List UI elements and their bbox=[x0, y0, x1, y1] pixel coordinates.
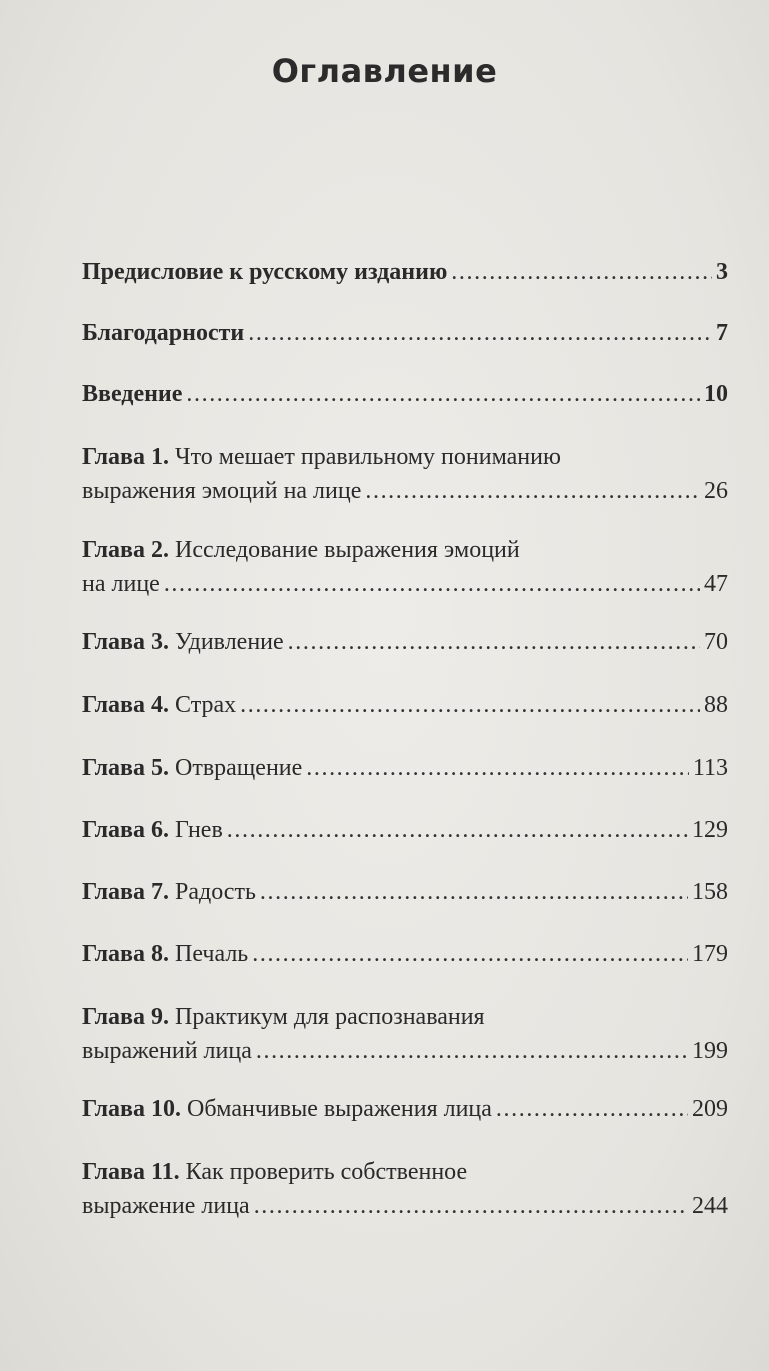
chapter-title: Обманчивые выражения лица bbox=[187, 1096, 492, 1122]
chapter-title-line1: Что мешает правильному пониманию bbox=[175, 444, 561, 470]
toc-entry-chapter-6[interactable] bbox=[82, 813, 728, 847]
toc-entry-chapter-7[interactable] bbox=[82, 875, 728, 909]
toc-page-number: 244 bbox=[692, 1193, 728, 1219]
chapter-number: Глава 11. bbox=[82, 1159, 180, 1185]
chapter-title-line2: выражений лица bbox=[82, 1038, 252, 1064]
toc-entry-chapter-9[interactable] bbox=[82, 1000, 728, 1068]
leader-dots bbox=[186, 377, 700, 411]
toc-page-number: 70 bbox=[704, 629, 728, 655]
toc-entry-chapter-4[interactable] bbox=[82, 688, 728, 722]
chapter-number: Глава 6. bbox=[82, 817, 169, 843]
chapter-title: Удивление bbox=[175, 629, 284, 655]
leader-dots bbox=[227, 813, 688, 847]
chapter-title: Печаль bbox=[175, 941, 249, 967]
toc-entry-chapter-10[interactable] bbox=[82, 1092, 728, 1126]
chapter-number: Глава 3. bbox=[82, 629, 169, 655]
toc-entry-introduction[interactable] bbox=[82, 377, 728, 411]
chapter-title-line2: выражения эмоций на лице bbox=[82, 478, 362, 504]
chapter-title: Отвращение bbox=[175, 755, 303, 781]
toc-page-number: 179 bbox=[692, 941, 728, 967]
chapter-title-line1: Исследование выражения эмоций bbox=[175, 537, 520, 563]
toc-entry-label: Предисловие к русскому изданию bbox=[82, 259, 448, 285]
chapter-title-line2: на лице bbox=[82, 571, 160, 597]
toc-entry-chapter-2[interactable] bbox=[82, 533, 728, 601]
leader-dots bbox=[254, 1189, 688, 1223]
chapter-number: Глава 2. bbox=[82, 537, 169, 563]
toc-entry-chapter-8[interactable] bbox=[82, 937, 728, 971]
chapter-title: Радость bbox=[175, 879, 256, 905]
leader-dots bbox=[451, 255, 712, 289]
leader-dots bbox=[365, 474, 700, 508]
toc-entry-chapter-11[interactable] bbox=[82, 1155, 728, 1223]
chapter-title: Гнев bbox=[175, 817, 223, 843]
toc-entry-chapter-1[interactable] bbox=[82, 440, 728, 508]
chapter-number: Глава 9. bbox=[82, 1004, 169, 1030]
toc-entry-preface[interactable] bbox=[82, 255, 728, 289]
leader-dots bbox=[306, 751, 689, 785]
toc-page-number: 113 bbox=[692, 755, 728, 781]
toc-page-number: 10 bbox=[704, 381, 728, 407]
leader-dots bbox=[288, 625, 700, 659]
chapter-title-line1: Как проверить собственное bbox=[185, 1159, 468, 1185]
chapter-number: Глава 5. bbox=[82, 755, 169, 781]
chapter-number: Глава 10. bbox=[82, 1096, 181, 1122]
toc-page-number: 26 bbox=[704, 478, 728, 504]
leader-dots bbox=[496, 1092, 688, 1126]
toc-entry-label: Благодарности bbox=[82, 320, 245, 346]
toc-page-number: 3 bbox=[716, 259, 728, 285]
chapter-number: Глава 4. bbox=[82, 692, 169, 718]
chapter-title-line1: Практикум для распознавания bbox=[175, 1004, 485, 1030]
toc-entry-label: Введение bbox=[82, 381, 183, 407]
leader-dots bbox=[240, 688, 700, 722]
toc-entry-acknowledgements[interactable] bbox=[82, 316, 728, 350]
toc-page-number: 158 bbox=[692, 879, 728, 905]
leader-dots bbox=[252, 937, 688, 971]
leader-dots bbox=[164, 567, 700, 601]
chapter-number: Глава 7. bbox=[82, 879, 169, 905]
toc-page-number: 129 bbox=[692, 817, 728, 843]
toc-entry-chapter-3[interactable] bbox=[82, 625, 728, 659]
page-title: Оглавление bbox=[271, 52, 498, 90]
leader-dots bbox=[248, 316, 712, 350]
toc-entry-chapter-5[interactable] bbox=[82, 751, 728, 785]
chapter-number: Глава 8. bbox=[82, 941, 169, 967]
leader-dots bbox=[260, 875, 688, 909]
chapter-title-line2: выражение лица bbox=[82, 1193, 250, 1219]
toc-page-number: 47 bbox=[704, 571, 728, 597]
leader-dots bbox=[256, 1034, 688, 1068]
chapter-number: Глава 1. bbox=[82, 444, 169, 470]
toc-page-number: 199 bbox=[692, 1038, 728, 1064]
toc-page-number: 7 bbox=[716, 320, 728, 346]
toc-page-number: 209 bbox=[692, 1096, 728, 1122]
chapter-title: Страх bbox=[175, 692, 237, 718]
toc-page-number: 88 bbox=[704, 692, 728, 718]
